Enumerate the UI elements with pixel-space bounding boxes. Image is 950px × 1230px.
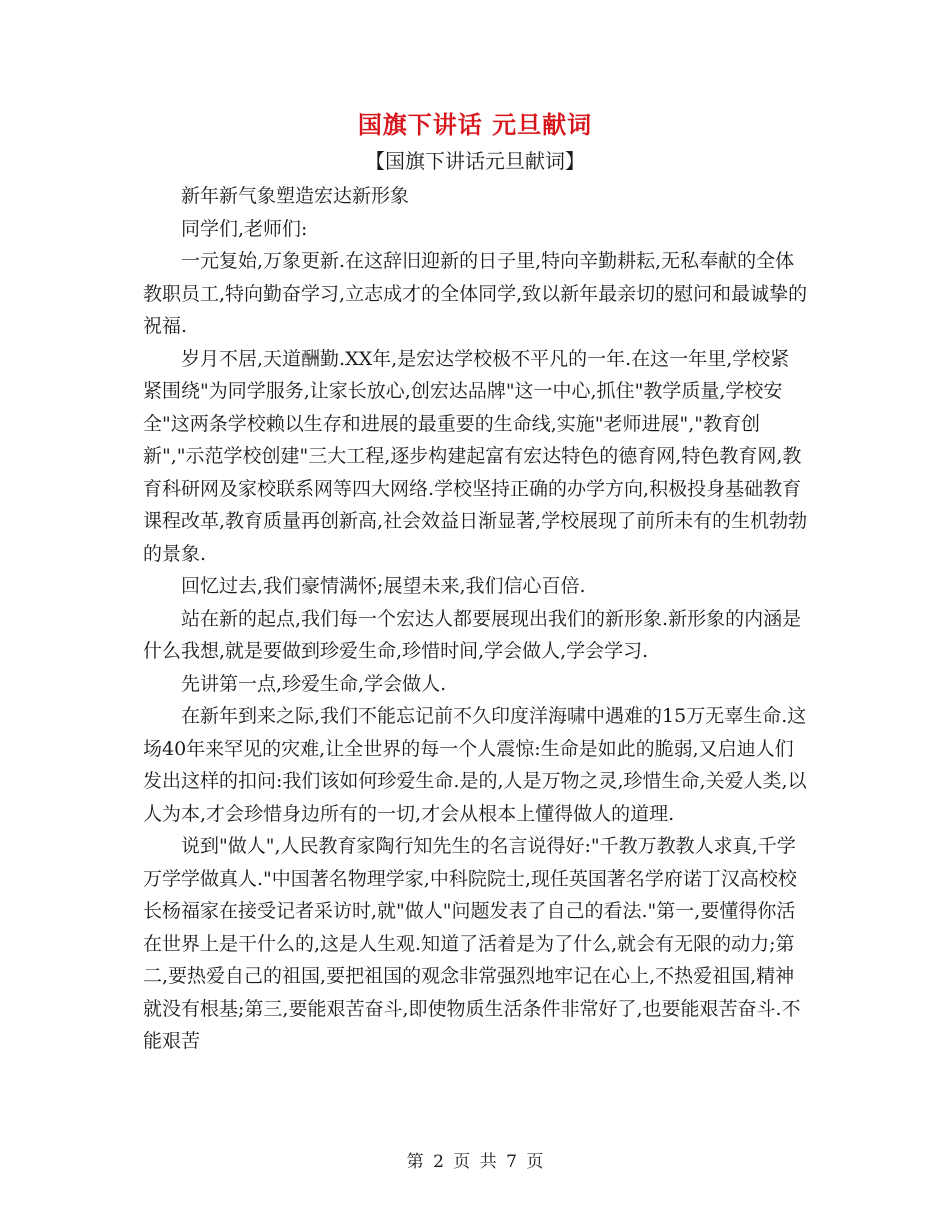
paragraph: 在新年到来之际,我们不能忘记前不久印度洋海啸中遇难的15万无辜生命.这场40年来罕见的灾难,让全世界的每一个人震惊:生命是如此的脆弱,又启迪人们发出这样的扣问:我们该如何珍爱生命.是的,人是万物之灵,珍惜生命,关爱人类,以人为本,才会珍惜身边所有的一切,才会从根本上懂得做人的道理. bbox=[143, 705, 807, 825]
document-body bbox=[143, 180, 808, 1058]
page-number-footer: 第 2 页 共 7 页 bbox=[406, 1152, 544, 1172]
document-title: 国旗下讲话 元旦献词 bbox=[357, 110, 593, 139]
paragraph: 站在新的起点,我们每一个宏达人都要展现出我们的新形象.新形象的内涵是什么我想,就是要做到珍爱生命,珍惜时间,学会做人,学会学习. bbox=[143, 607, 802, 662]
paragraph: 说到"做人",人民教育家陶行知先生的名言说得好:"千教万教教人求真,千学万学学做真人."中国著名物理学家,中科院院士,现任英国著名学府诺丁汉高校校长杨福家在接受记者采访时,就"做人"问题发表了自己的看法."第一,要懂得你活在世界上是干什么的,这是人生观.知道了活着是为了什么,就会有无限的动力;第二,要热爱自己的祖国,要把祖国的观念非常强烈地牢记在心上,不热爱祖国,精神就没有根基;第三,要能艰苦奋斗,即使物质生活条件非常好了,也要能艰苦奋斗.不能艰苦 bbox=[143, 835, 801, 1052]
paragraph: 岁月不居,天道酬勤.XX年,是宏达学校极不平凡的一年.在这一年里,学校紧紧围绕"为同学服务,让家长放心,创宏达品牌"这一中心,抓住"教学质量,学校安全"这两条学校赖以生存和进展的最重要的生命线,实施"老师进展","教育创新","示范学校创建"三大工程,逐步构建起富有宏达特色的德育网,特色教育网,教育科研网及家校联系网等四大网络.学校坚持正确的办学方向,积极投身基础教育课程改革,教育质量再创新高,社会效益日渐显著,学校展现了前所未有的生机勃勃的景象. bbox=[143, 347, 808, 565]
document-subtitle: 【国旗下讲话元旦献词】 bbox=[365, 149, 585, 173]
paragraph-salutation: 同学们,老师们: bbox=[181, 217, 308, 240]
paragraph-heading: 新年新气象塑造宏达新形象 bbox=[181, 185, 410, 207]
paragraph: 回忆过去,我们豪情满怀;展望未来,我们信心百倍. bbox=[181, 575, 586, 597]
paragraph: 先讲第一点,珍爱生命,学会做人. bbox=[181, 672, 447, 695]
paragraph: 一元复始,万象更新.在这辞旧迎新的日子里,特向辛勤耕耘,无私奉献的全体教职员工,特向勤奋学习,立志成才的全体同学,致以新年最亲切的慰问和最诚挚的祝福. bbox=[143, 250, 808, 337]
